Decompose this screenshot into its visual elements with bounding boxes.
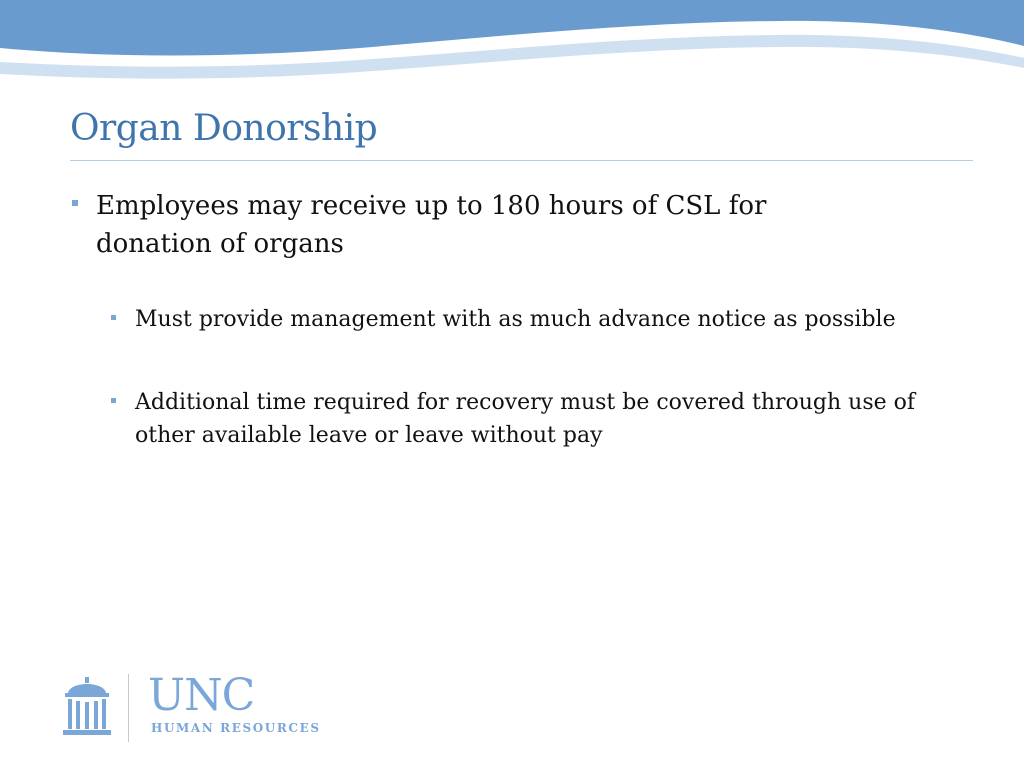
- bullet-text: Employees may receive up to 180 hours of CSL for donation of organs: [96, 191, 767, 259]
- bullet-text: Must provide management with as much advance notice as possible: [135, 307, 896, 332]
- bullet-text: Additional time required for recovery must be covered through use of other available leave or leave without pay: [135, 390, 916, 448]
- slide-title: Organ Donorship: [70, 108, 378, 149]
- bullet-item-level-1: [70, 187, 876, 263]
- square-bullet-icon: [111, 398, 116, 403]
- old-well-icon: [62, 675, 112, 739]
- header-wave-decoration: [0, 0, 1024, 95]
- square-bullet-icon: [111, 315, 116, 320]
- old-well-shape: [63, 677, 111, 735]
- square-bullet-icon: [72, 200, 78, 206]
- logo-wordmark: UNC: [148, 670, 255, 721]
- bullet-item-level-2: [110, 386, 975, 452]
- title-underline: [70, 160, 973, 161]
- unc-hr-logo: [62, 672, 352, 744]
- logo-divider: [128, 674, 129, 742]
- bullet-item-level-2: [110, 303, 975, 336]
- logo-subtitle: HUMAN RESOURCES: [151, 721, 321, 735]
- bullet-list: [70, 187, 970, 502]
